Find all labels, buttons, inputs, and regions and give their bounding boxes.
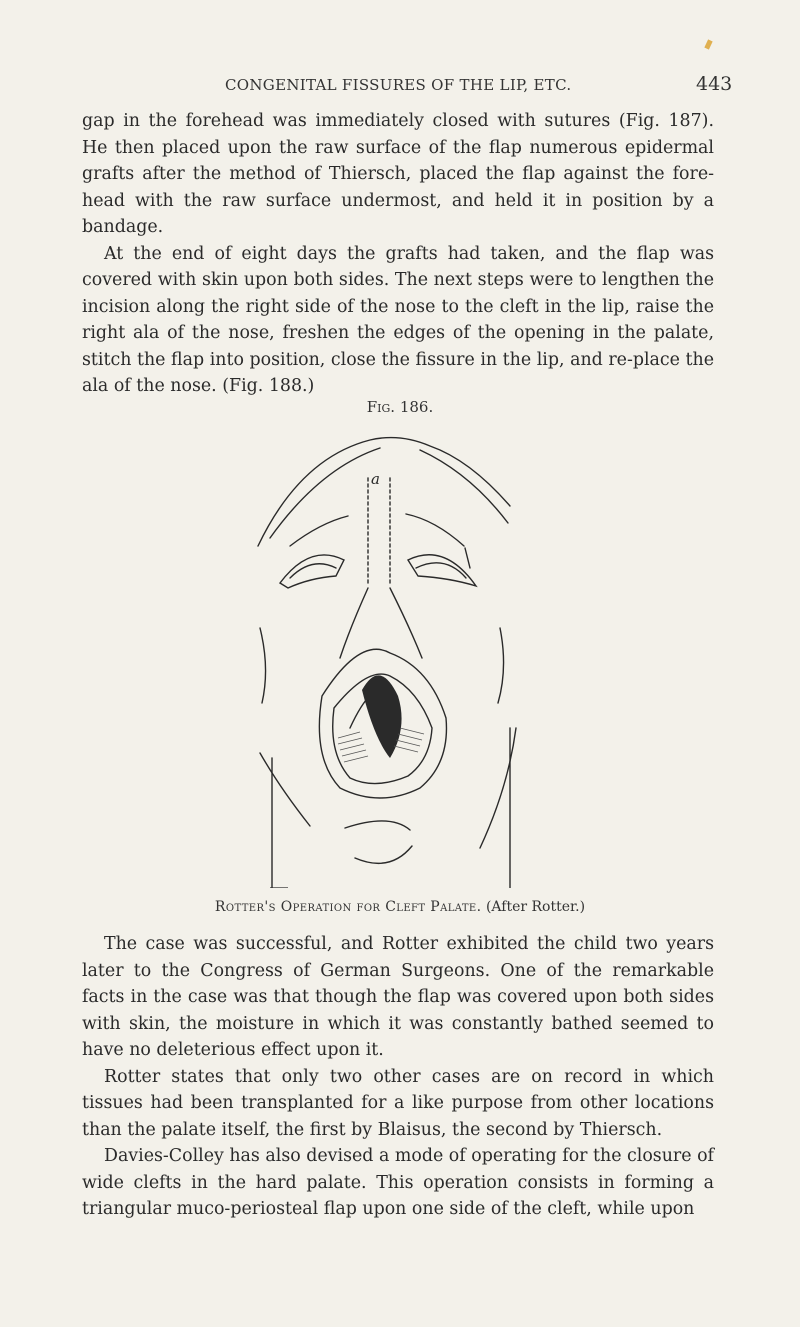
- caption-credit: (After Rotter.): [485, 899, 586, 915]
- paragraph: The case was successful, and Rotter exhibited the child two years later to the Congress of German Surgeons. One of the remarkable facts in the case was that though the flap was covered upon both sides with skin, the moisture in which it was constantly bathed seemed to have no deleterious effect upon it.: [82, 934, 714, 1060]
- running-head: CONGENITAL FISSURES OF THE LIP, ETC.: [225, 76, 572, 94]
- figure-illustration: [240, 428, 540, 888]
- paragraph: Rotter states that only two other cases are on record in which tissues had been transplanted for a like purpose from other locations than the palate itself, the first by Blaisus, the second by Thiersch.: [82, 1066, 714, 1140]
- caption-main: Rotter's Operation for Cleft Palate.: [214, 899, 482, 915]
- text-block-bottom: [82, 931, 714, 1223]
- page-number: 443: [696, 73, 733, 95]
- figure-caption: [0, 899, 800, 915]
- text-block-top: [82, 108, 714, 400]
- corner-mark: [704, 39, 712, 49]
- paragraph: At the end of eight days the grafts had taken, and the flap was covered with skin upon both sides. The next steps were to lengthen the incision along the right side of the nose to the cleft in the lip, raise the right ala of the nose, freshen the edges of the opening in the palate, stitch the flap into position, close the fissure in the lip, and re-place the ala of the nose. (Fig. 188.): [82, 243, 714, 396]
- paragraph: gap in the forehead was immediately closed with sutures (Fig. 187). He then placed upon the raw surface of the flap numerous epidermal grafts after the method of Thiersch, placed the flap against the fore-head with the raw surface undermost, and held it in position by a bandage.: [82, 111, 714, 237]
- paragraph: Davies-Colley has also devised a mode of operating for the closure of wide clefts in the hard palate. This operation consists in forming a triangular muco-periosteal flap upon one side of the cleft, while upon: [82, 1146, 714, 1219]
- figure-inner-label: a: [371, 470, 380, 488]
- figure-label: Fig. 186.: [366, 398, 434, 416]
